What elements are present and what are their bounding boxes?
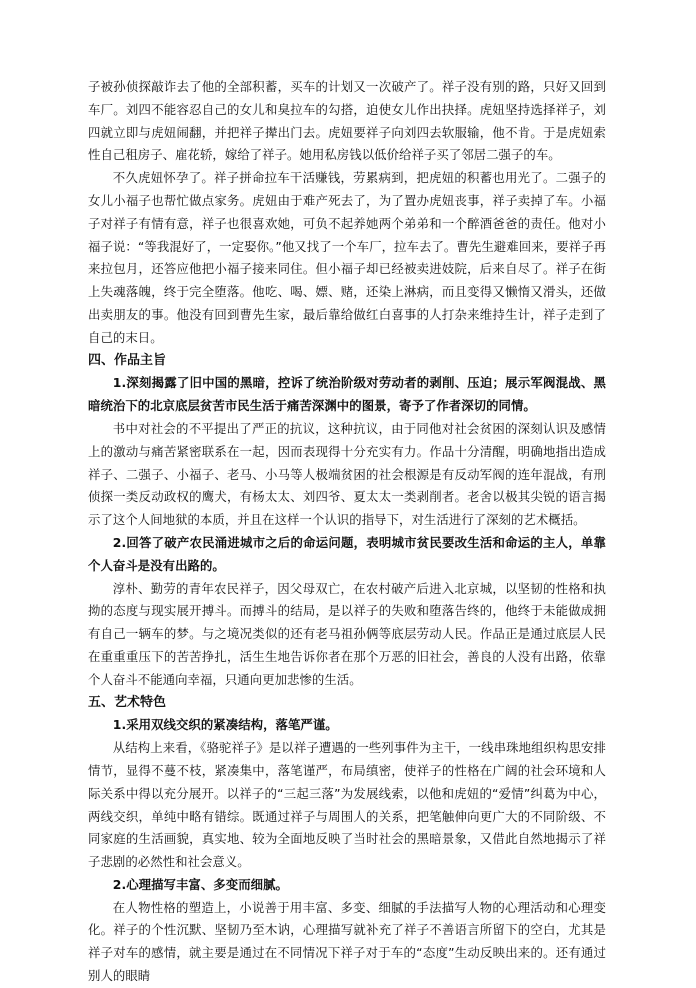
- paragraph: 在人物性格的塑造上，小说善于用丰富、多变、细腻的手法描写人物的心理活动和心理变化。祥子的个性沉默、坚韧乃至木讷，心理描写就补充了祥子不善语言所留下的空白，尤其是祥子对车的感情，就主要是通过在不同情况下祥子对于车的“态度”生动反映出来的。还有通过别人的眼睛: [88, 899, 606, 984]
- paragraph: 不久虎妞怀孕了。祥子拼命拉车干活赚钱，劳累病到，把虎妞的积蓄也用光了。二强子的女儿小福子也帮忙做点家务。虎妞由于难产死去了，为了置办虎妞丧事，祥子卖掉了车。小福子对祥子有情有意，祥子也很喜欢她，可负不起养她两个弟弟和一个醉酒爸爸的责任。他对小福子说：“等我混好了，一定娶你。”他又找了一个车厂，拉车去了。曹先生避难回来，要祥子再来拉包月，还答应他把小福子接来同住。但小福子却已经被卖进妓院，后来自尽了。祥子在街上失魂落魄，终于完全堕落。他吃、喝、嫖、赌，还染上淋病，而且变得又懒惰又滑头，还做出卖朋友的事。他没有回到曹先生家，最后靠给做红白喜事的人打杂来维持生计，祥子走到了自己的末日。: [88, 170, 606, 345]
- document-body: [88, 76, 606, 988]
- paragraph: 淳朴、勤劳的青年农民祥子，因父母双亡，在农村破产后进入北京城，以坚韧的性格和执拗的态度与现实展开搏斗。而搏斗的结局，是以祥子的失败和堕落告终的，他终于未能做成拥有自己一辆车的梦。与之境况类似的还有老马祖孙俩等底层劳动人民。作品正是通过底层人民在重重重压下的苦苦挣扎，活生生地告诉你者在那个万恶的旧社会，善良的人没有出路，依靠个人奋斗不能通向幸福，只通向更加悲惨的生活。: [88, 580, 606, 687]
- paragraph: 从结构上来看，《骆驼祥子》是以祥子遭遇的一些列事件为主干，一线串珠地组织构思安排情节，显得不蔓不枝，紧凑集中，落笔谨严，布局缜密，使祥子的性格在广阔的社会环境和人际关系中得以充分展开。以祥子的“三起三落”为发展线索，以他和虎妞的“爱情”纠葛为中心，两线交织，单纯中略有错综。既通过祥子与周围人的关系，把笔触伸向更广大的不同阶级、不同家庭的生活画貌，真实地、较为全面地反映了当时社会的黑暗景象，又借此自然地揭示了祥子悲剧的必然性和社会意义。: [88, 740, 606, 870]
- section-point-heading: 1.采用双线交织的紧凑结构，落笔严谨。: [112, 717, 338, 733]
- section-heading: 四、作品主旨: [88, 352, 167, 368]
- section-heading: 五、艺术特色: [88, 694, 167, 710]
- section-point-heading: 2.回答了破产农民涌进城市之后的命运问题，表明城市贫民要改生活和命运的主人，单靠个人奋斗是没有出路的。: [88, 534, 606, 573]
- section-point-heading: 2.心理描写丰富、多变而细腻。: [112, 876, 288, 892]
- section-point-heading: 1.深刻揭露了旧中国的黑暗，控诉了统治阶级对劳动者的剥削、压迫；展示军阀混战、黑暗统治下的北京底层贫苦市民生活于痛苦深渊中的图景，寄予了作者深切的同情。: [88, 375, 606, 414]
- paragraph: 书中对社会的不平提出了严正的抗议，这种抗议，由于同他对社会贫困的深刻认识及感情上的激动与痛苦紧密联系在一起，因而表现得十分充实有力。作品十分清醒，明确地指出造成祥子、二强子、小福子、老马、小马等人极端贫困的社会根源是有反动军阀的连年混战，有刑侦探一类反动政权的鹰犬，有杨太太、刘四爷、夏太太一类剥削者。老舍以极其尖锐的语言揭示了这个人间地狱的本质，并且在这样一个认识的指导下，对生活进行了深刻的艺术概括。: [88, 420, 606, 528]
- paragraph: 子被孙侦探敲诈去了他的全部积蓄，买车的计划又一次破产了。祥子没有别的路，只好又回到车厂。刘四不能容忍自己的女儿和臭拉车的勾搭，迫使女儿作出抉择。虎妞坚持选择祥子，刘四就立即与虎妞闹翻，并把祥子撵出门去。虎妞要祥子向刘四去软服输，他不肯。于是虎妞索性自己租房子、雇花轿，嫁给了祥子。她用私房钱以低价给祥子买了邻居二强子的车。: [88, 79, 606, 163]
